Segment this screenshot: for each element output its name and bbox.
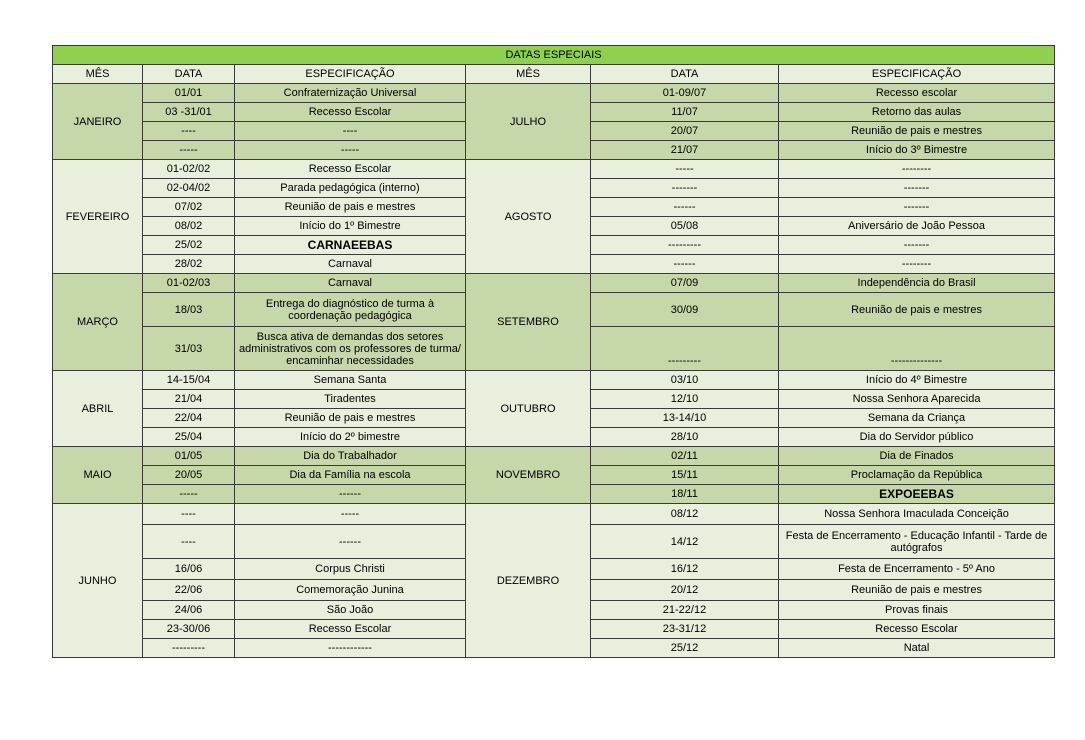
spec-cell: Início do 1º Bimestre (235, 217, 466, 236)
date-cell: 13-14/10 (591, 409, 779, 428)
date-cell: 08/12 (591, 504, 779, 525)
spec-cell: Independência do Brasil (779, 274, 1055, 293)
date-cell: ---- (143, 122, 235, 141)
date-cell: 22/06 (143, 580, 235, 601)
month-cell: JULHO (466, 84, 591, 160)
spec-cell: Semana Santa (235, 371, 466, 390)
date-cell: 02/11 (591, 447, 779, 466)
date-cell: 20/07 (591, 122, 779, 141)
date-cell: --------- (591, 327, 779, 371)
date-cell: 23-30/06 (143, 620, 235, 639)
date-cell: ------ (591, 198, 779, 217)
spec-cell: Aniversário de João Pessoa (779, 217, 1055, 236)
month-cell: ABRIL (53, 371, 143, 447)
date-cell: 28/02 (143, 255, 235, 274)
spec-cell: Reunião de pais e mestres (235, 198, 466, 217)
table-row (53, 504, 1055, 525)
spec-cell: Início do 2º bimestre (235, 428, 466, 447)
spec-cell: Nossa Senhora Imaculada Conceição (779, 504, 1055, 525)
month-cell: JANEIRO (53, 84, 143, 160)
spec-cell: Carnaval (235, 274, 466, 293)
date-cell: 05/08 (591, 217, 779, 236)
header-spec-right: ESPECIFICAÇÃO (779, 65, 1055, 84)
date-cell: 25/04 (143, 428, 235, 447)
spec-cell: Dia de Finados (779, 447, 1055, 466)
spec-cell: Recesso Escolar (235, 620, 466, 639)
date-cell: 16/12 (591, 559, 779, 580)
spec-cell: CARNAEEBAS (235, 236, 466, 255)
date-cell: 12/10 (591, 390, 779, 409)
date-cell: 03/10 (591, 371, 779, 390)
table-body (53, 84, 1055, 658)
table-row (53, 274, 1055, 293)
spec-cell: Reunião de pais e mestres (779, 580, 1055, 601)
month-cell: NOVEMBRO (466, 447, 591, 504)
spec-cell: Reunião de pais e mestres (779, 122, 1055, 141)
spec-cell: -------- (779, 255, 1055, 274)
spec-cell: Busca ativa de demandas dos setores administrativos com os professores de turma/ encaminhar necessidades (235, 327, 466, 371)
date-cell: 21-22/12 (591, 601, 779, 620)
spec-cell: Início do 4º Bimestre (779, 371, 1055, 390)
header-date-right: DATA (591, 65, 779, 84)
month-cell: DEZEMBRO (466, 504, 591, 658)
date-cell: 30/09 (591, 293, 779, 327)
date-cell: 07/09 (591, 274, 779, 293)
date-cell: ------ (591, 255, 779, 274)
spec-cell: Retorno das aulas (779, 103, 1055, 122)
spec-cell: Natal (779, 639, 1055, 658)
spec-cell: ------ (235, 525, 466, 559)
date-cell: 14/12 (591, 525, 779, 559)
month-cell: AGOSTO (466, 160, 591, 274)
header-date-left: DATA (143, 65, 235, 84)
spec-cell: São João (235, 601, 466, 620)
header-month-left: MÊS (53, 65, 143, 84)
spec-cell: Corpus Christi (235, 559, 466, 580)
spec-cell: Entrega do diagnóstico de turma à coordenação pedagógica (235, 293, 466, 327)
spec-cell: ------ (235, 485, 466, 504)
spec-cell: Dia da Família na escola (235, 466, 466, 485)
spec-cell: Comemoração Junina (235, 580, 466, 601)
spec-cell: Início do 3º Bimestre (779, 141, 1055, 160)
table-header-row (53, 65, 1055, 84)
spec-cell: Reunião de pais e mestres (779, 293, 1055, 327)
date-cell: ----- (143, 141, 235, 160)
date-cell: 14-15/04 (143, 371, 235, 390)
spec-cell: -------- (779, 160, 1055, 179)
month-cell: JUNHO (53, 504, 143, 658)
spec-cell: Recesso escolar (779, 84, 1055, 103)
spec-cell: Recesso Escolar (235, 160, 466, 179)
spec-cell: ------------ (235, 639, 466, 658)
spec-cell: ---- (235, 122, 466, 141)
spec-cell: Festa de Encerramento - 5º Ano (779, 559, 1055, 580)
date-cell: 18/11 (591, 485, 779, 504)
spec-cell: ------- (779, 236, 1055, 255)
spec-cell: ----- (235, 141, 466, 160)
spec-cell: Recesso Escolar (235, 103, 466, 122)
date-cell: 18/03 (143, 293, 235, 327)
date-cell: --------- (143, 639, 235, 658)
date-cell: --------- (591, 236, 779, 255)
special-dates-table (52, 45, 1055, 658)
date-cell: 16/06 (143, 559, 235, 580)
spec-cell: Semana da Criança (779, 409, 1055, 428)
date-cell: 07/02 (143, 198, 235, 217)
date-cell: 01-09/07 (591, 84, 779, 103)
date-cell: ----- (143, 485, 235, 504)
spec-cell: ----- (235, 504, 466, 525)
table-row (53, 84, 1055, 103)
date-cell: ---- (143, 504, 235, 525)
month-cell: MAIO (53, 447, 143, 504)
spec-cell: Nossa Senhora Aparecida (779, 390, 1055, 409)
month-cell: OUTUBRO (466, 371, 591, 447)
date-cell: 28/10 (591, 428, 779, 447)
date-cell: 03 -31/01 (143, 103, 235, 122)
date-cell: 23-31/12 (591, 620, 779, 639)
table-title: DATAS ESPECIAIS (53, 46, 1055, 65)
spec-cell: Parada pedagógica (interno) (235, 179, 466, 198)
spec-cell: ------- (779, 198, 1055, 217)
date-cell: 11/07 (591, 103, 779, 122)
date-cell: 25/02 (143, 236, 235, 255)
spec-cell: -------------- (779, 327, 1055, 371)
header-month-right: MÊS (466, 65, 591, 84)
date-cell: 08/02 (143, 217, 235, 236)
spec-cell: Reunião de pais e mestres (235, 409, 466, 428)
date-cell: 22/04 (143, 409, 235, 428)
date-cell: 20/05 (143, 466, 235, 485)
date-cell: 31/03 (143, 327, 235, 371)
spec-cell: Carnaval (235, 255, 466, 274)
date-cell: 01-02/03 (143, 274, 235, 293)
table-title-row (53, 46, 1055, 65)
table-row (53, 447, 1055, 466)
month-cell: FEVEREIRO (53, 160, 143, 274)
date-cell: 25/12 (591, 639, 779, 658)
month-cell: MARÇO (53, 274, 143, 371)
spec-cell: Dia do Servidor público (779, 428, 1055, 447)
date-cell: 01-02/02 (143, 160, 235, 179)
spec-cell: Proclamação da República (779, 466, 1055, 485)
date-cell: 20/12 (591, 580, 779, 601)
spec-cell: ------- (779, 179, 1055, 198)
spec-cell: EXPOEEBAS (779, 485, 1055, 504)
spec-cell: Confraternização Universal (235, 84, 466, 103)
header-spec-left: ESPECIFICAÇÃO (235, 65, 466, 84)
spec-cell: Dia do Trabalhador (235, 447, 466, 466)
date-cell: 21/04 (143, 390, 235, 409)
table-row (53, 160, 1055, 179)
date-cell: 21/07 (591, 141, 779, 160)
date-cell: ------- (591, 179, 779, 198)
table-row (53, 371, 1055, 390)
date-cell: 02-04/02 (143, 179, 235, 198)
month-cell: SETEMBRO (466, 274, 591, 371)
date-cell: ----- (591, 160, 779, 179)
date-cell: 24/06 (143, 601, 235, 620)
date-cell: ---- (143, 525, 235, 559)
date-cell: 15/11 (591, 466, 779, 485)
spec-cell: Tiradentes (235, 390, 466, 409)
spec-cell: Provas finais (779, 601, 1055, 620)
spec-cell: Recesso Escolar (779, 620, 1055, 639)
spec-cell: Festa de Encerramento - Educação Infantil - Tarde de autógrafos (779, 525, 1055, 559)
date-cell: 01/01 (143, 84, 235, 103)
date-cell: 01/05 (143, 447, 235, 466)
